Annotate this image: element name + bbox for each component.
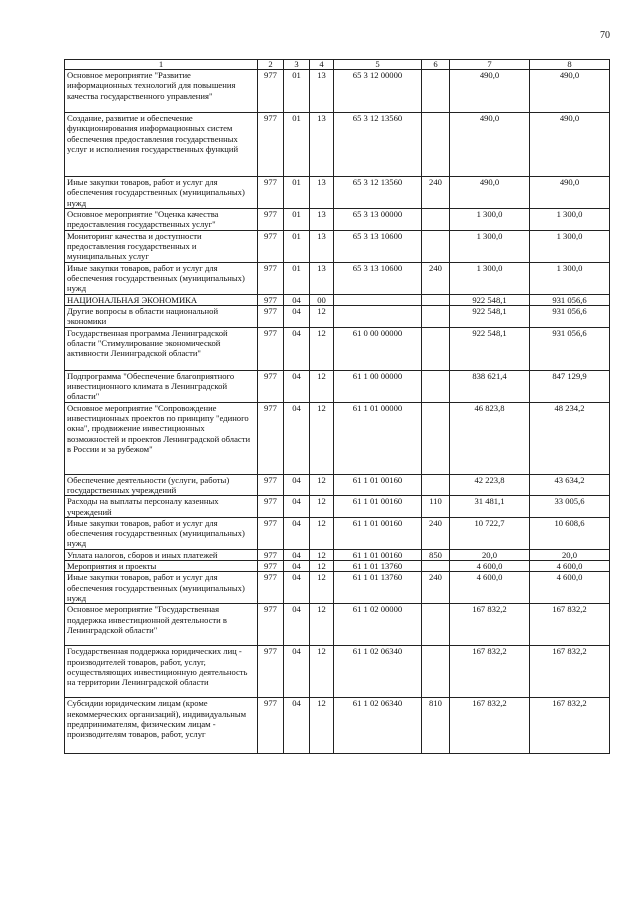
subsection-cell: 12 [310, 698, 334, 754]
table-row [65, 70, 610, 113]
table-row [65, 646, 610, 698]
section-cell: 04 [284, 474, 310, 496]
amount-year1-cell: 167 832,2 [450, 646, 530, 698]
section-cell: 01 [284, 70, 310, 113]
subsection-cell: 00 [310, 294, 334, 305]
amount-year1-cell: 4 600,0 [450, 561, 530, 572]
expense-type-cell [422, 305, 450, 327]
row-name-cell: Расходы на выплаты персоналу казенных учреждений [65, 496, 258, 518]
expense-type-cell: 240 [422, 177, 450, 209]
budget-table [64, 59, 610, 754]
target-article-cell: 61 1 01 00160 [334, 517, 422, 549]
target-article-cell: 61 1 02 06340 [334, 646, 422, 698]
ministry-code-cell: 977 [258, 294, 284, 305]
subsection-cell: 12 [310, 646, 334, 698]
target-article-cell: 61 1 01 13760 [334, 572, 422, 604]
table-row [65, 517, 610, 549]
ministry-code-cell: 977 [258, 402, 284, 474]
expense-type-cell: 240 [422, 572, 450, 604]
ministry-code-cell: 977 [258, 496, 284, 518]
expense-type-cell: 110 [422, 496, 450, 518]
row-name-cell: Государственная программа Ленинградской области "Стимулирование экономической активности Ленинградской области" [65, 327, 258, 370]
ministry-code-cell: 977 [258, 561, 284, 572]
amount-year1-cell: 167 832,2 [450, 604, 530, 646]
ministry-code-cell: 977 [258, 177, 284, 209]
target-article-cell: 61 1 01 13760 [334, 561, 422, 572]
table-row [65, 230, 610, 262]
section-cell: 04 [284, 496, 310, 518]
target-article-cell [334, 305, 422, 327]
expense-type-cell [422, 646, 450, 698]
subsection-cell: 13 [310, 70, 334, 113]
section-cell: 04 [284, 402, 310, 474]
table-row [65, 698, 610, 754]
subsection-cell: 12 [310, 327, 334, 370]
subsection-cell: 13 [310, 262, 334, 294]
header-cell: 4 [310, 60, 334, 70]
expense-type-cell: 810 [422, 698, 450, 754]
subsection-cell: 13 [310, 113, 334, 177]
row-name-cell: Основное мероприятие "Оценка качества предоставления государственных услуг" [65, 209, 258, 231]
table-row [65, 209, 610, 231]
amount-year1-cell: 1 300,0 [450, 209, 530, 231]
amount-year2-cell: 490,0 [530, 177, 610, 209]
row-name-cell: Основное мероприятие "Сопровождение инвестиционных проектов по принципу "единого окна", продвижение инвестиционных возможностей и проектов Ленинградской области в России и за рубежом" [65, 402, 258, 474]
amount-year1-cell: 20,0 [450, 549, 530, 560]
target-article-cell: 61 1 01 00000 [334, 402, 422, 474]
subsection-cell: 13 [310, 209, 334, 231]
row-name-cell: НАЦИОНАЛЬНАЯ ЭКОНОМИКА [65, 294, 258, 305]
section-cell: 04 [284, 305, 310, 327]
amount-year2-cell: 167 832,2 [530, 604, 610, 646]
subsection-cell: 12 [310, 402, 334, 474]
section-cell: 04 [284, 327, 310, 370]
amount-year1-cell: 490,0 [450, 70, 530, 113]
ministry-code-cell: 977 [258, 370, 284, 402]
target-article-cell: 65 3 13 00000 [334, 209, 422, 231]
header-cell: 1 [65, 60, 258, 70]
expense-type-cell [422, 209, 450, 231]
table-row [65, 177, 610, 209]
row-name-cell: Другие вопросы в области национальной экономики [65, 305, 258, 327]
amount-year2-cell: 931 056,6 [530, 327, 610, 370]
expense-type-cell [422, 561, 450, 572]
amount-year1-cell: 922 548,1 [450, 294, 530, 305]
row-name-cell: Мониторинг качества и доступности предоставления государственных и муниципальных услуг [65, 230, 258, 262]
target-article-cell: 65 3 13 10600 [334, 262, 422, 294]
header-cell: 6 [422, 60, 450, 70]
amount-year1-cell: 167 832,2 [450, 698, 530, 754]
amount-year2-cell: 490,0 [530, 113, 610, 177]
amount-year2-cell: 847 129,9 [530, 370, 610, 402]
row-name-cell: Основное мероприятие "Государственная поддержка инвестиционной деятельности в Ленинградской области" [65, 604, 258, 646]
expense-type-cell [422, 327, 450, 370]
row-name-cell: Подпрограмма "Обеспечение благоприятного инвестиционного климата в Ленинградской области" [65, 370, 258, 402]
expense-type-cell [422, 294, 450, 305]
amount-year2-cell: 4 600,0 [530, 561, 610, 572]
amount-year2-cell: 490,0 [530, 70, 610, 113]
ministry-code-cell: 977 [258, 517, 284, 549]
row-name-cell: Иные закупки товаров, работ и услуг для обеспечения государственных (муниципальных) нужд [65, 177, 258, 209]
section-cell: 04 [284, 517, 310, 549]
expense-type-cell [422, 474, 450, 496]
table-row [65, 327, 610, 370]
expense-type-cell [422, 70, 450, 113]
amount-year2-cell: 1 300,0 [530, 262, 610, 294]
table-row [65, 305, 610, 327]
table-row [65, 262, 610, 294]
target-article-cell: 65 3 12 13560 [334, 177, 422, 209]
subsection-cell: 12 [310, 305, 334, 327]
row-name-cell: Мероприятия и проекты [65, 561, 258, 572]
row-name-cell: Создание, развитие и обеспечение функционирования информационных систем обеспечения предоставления государственных услуг и исполнения государственных функций [65, 113, 258, 177]
target-article-cell: 61 0 00 00000 [334, 327, 422, 370]
ministry-code-cell: 977 [258, 305, 284, 327]
row-name-cell: Основное мероприятие "Развитие информационных технологий для повышения качества государственного управления" [65, 70, 258, 113]
amount-year2-cell: 20,0 [530, 549, 610, 560]
header-cell: 3 [284, 60, 310, 70]
header-cell: 2 [258, 60, 284, 70]
table-row [65, 113, 610, 177]
amount-year2-cell: 48 234,2 [530, 402, 610, 474]
table-row [65, 572, 610, 604]
subsection-cell: 12 [310, 517, 334, 549]
section-cell: 04 [284, 698, 310, 754]
target-article-cell: 65 3 12 13560 [334, 113, 422, 177]
section-cell: 04 [284, 370, 310, 402]
target-article-cell: 61 1 01 00160 [334, 474, 422, 496]
expense-type-cell [422, 402, 450, 474]
section-cell: 04 [284, 294, 310, 305]
section-cell: 01 [284, 262, 310, 294]
table-row [65, 561, 610, 572]
table-row [65, 294, 610, 305]
target-article-cell: 65 3 13 10600 [334, 230, 422, 262]
target-article-cell: 61 1 02 06340 [334, 698, 422, 754]
section-cell: 04 [284, 549, 310, 560]
header-cell: 5 [334, 60, 422, 70]
ministry-code-cell: 977 [258, 113, 284, 177]
ministry-code-cell: 977 [258, 70, 284, 113]
ministry-code-cell: 977 [258, 262, 284, 294]
ministry-code-cell: 977 [258, 549, 284, 560]
subsection-cell: 12 [310, 474, 334, 496]
subsection-cell: 12 [310, 572, 334, 604]
header-row [65, 60, 610, 70]
section-cell: 01 [284, 209, 310, 231]
row-name-cell: Уплата налогов, сборов и иных платежей [65, 549, 258, 560]
header-cell: 7 [450, 60, 530, 70]
ministry-code-cell: 977 [258, 572, 284, 604]
amount-year2-cell: 931 056,6 [530, 294, 610, 305]
subsection-cell: 12 [310, 370, 334, 402]
amount-year2-cell: 33 005,6 [530, 496, 610, 518]
expense-type-cell: 850 [422, 549, 450, 560]
expense-type-cell [422, 113, 450, 177]
section-cell: 01 [284, 113, 310, 177]
amount-year1-cell: 46 823,8 [450, 402, 530, 474]
amount-year1-cell: 1 300,0 [450, 262, 530, 294]
target-article-cell: 65 3 12 00000 [334, 70, 422, 113]
amount-year1-cell: 490,0 [450, 177, 530, 209]
section-cell: 01 [284, 230, 310, 262]
target-article-cell: 61 1 01 00160 [334, 496, 422, 518]
row-name-cell: Обеспечение деятельности (услуги, работы) государственных учреждений [65, 474, 258, 496]
amount-year1-cell: 838 621,4 [450, 370, 530, 402]
expense-type-cell: 240 [422, 517, 450, 549]
header-cell: 8 [530, 60, 610, 70]
subsection-cell: 12 [310, 549, 334, 560]
amount-year1-cell: 1 300,0 [450, 230, 530, 262]
subsection-cell: 12 [310, 561, 334, 572]
target-article-cell: 61 1 01 00160 [334, 549, 422, 560]
subsection-cell: 13 [310, 230, 334, 262]
row-name-cell: Иные закупки товаров, работ и услуг для обеспечения государственных (муниципальных) нужд [65, 262, 258, 294]
amount-year2-cell: 4 600,0 [530, 572, 610, 604]
table-row [65, 496, 610, 518]
row-name-cell: Иные закупки товаров, работ и услуг для обеспечения государственных (муниципальных) нужд [65, 572, 258, 604]
ministry-code-cell: 977 [258, 327, 284, 370]
ministry-code-cell: 977 [258, 209, 284, 231]
target-article-cell [334, 294, 422, 305]
page-number: 70 [600, 30, 610, 41]
amount-year1-cell: 10 722,7 [450, 517, 530, 549]
row-name-cell: Субсидии юридическим лицам (кроме некоммерческих организаций), индивидуальным предпринимателям, физическим лицам - производителям товаров, работ, услуг [65, 698, 258, 754]
amount-year1-cell: 4 600,0 [450, 572, 530, 604]
table-row [65, 604, 610, 646]
subsection-cell: 12 [310, 496, 334, 518]
amount-year2-cell: 43 634,2 [530, 474, 610, 496]
section-cell: 04 [284, 604, 310, 646]
ministry-code-cell: 977 [258, 230, 284, 262]
amount-year2-cell: 1 300,0 [530, 230, 610, 262]
section-cell: 04 [284, 646, 310, 698]
ministry-code-cell: 977 [258, 474, 284, 496]
ministry-code-cell: 977 [258, 646, 284, 698]
amount-year1-cell: 922 548,1 [450, 305, 530, 327]
subsection-cell: 12 [310, 604, 334, 646]
amount-year2-cell: 167 832,2 [530, 698, 610, 754]
target-article-cell: 61 1 02 00000 [334, 604, 422, 646]
amount-year2-cell: 10 608,6 [530, 517, 610, 549]
amount-year2-cell: 1 300,0 [530, 209, 610, 231]
table-row [65, 549, 610, 560]
section-cell: 04 [284, 561, 310, 572]
amount-year1-cell: 490,0 [450, 113, 530, 177]
amount-year1-cell: 922 548,1 [450, 327, 530, 370]
row-name-cell: Государственная поддержка юридических лиц - производителей товаров, работ, услуг, осуществляющих инвестиционную деятельность на территории Ленинградской области [65, 646, 258, 698]
subsection-cell: 13 [310, 177, 334, 209]
expense-type-cell [422, 370, 450, 402]
expense-type-cell [422, 604, 450, 646]
amount-year2-cell: 931 056,6 [530, 305, 610, 327]
section-cell: 01 [284, 177, 310, 209]
amount-year2-cell: 167 832,2 [530, 646, 610, 698]
row-name-cell: Иные закупки товаров, работ и услуг для обеспечения государственных (муниципальных) нужд [65, 517, 258, 549]
amount-year1-cell: 31 481,1 [450, 496, 530, 518]
section-cell: 04 [284, 572, 310, 604]
ministry-code-cell: 977 [258, 698, 284, 754]
table-row [65, 474, 610, 496]
target-article-cell: 61 1 00 00000 [334, 370, 422, 402]
table-row [65, 370, 610, 402]
ministry-code-cell: 977 [258, 604, 284, 646]
expense-type-cell [422, 230, 450, 262]
expense-type-cell: 240 [422, 262, 450, 294]
table-row [65, 402, 610, 474]
amount-year1-cell: 42 223,8 [450, 474, 530, 496]
